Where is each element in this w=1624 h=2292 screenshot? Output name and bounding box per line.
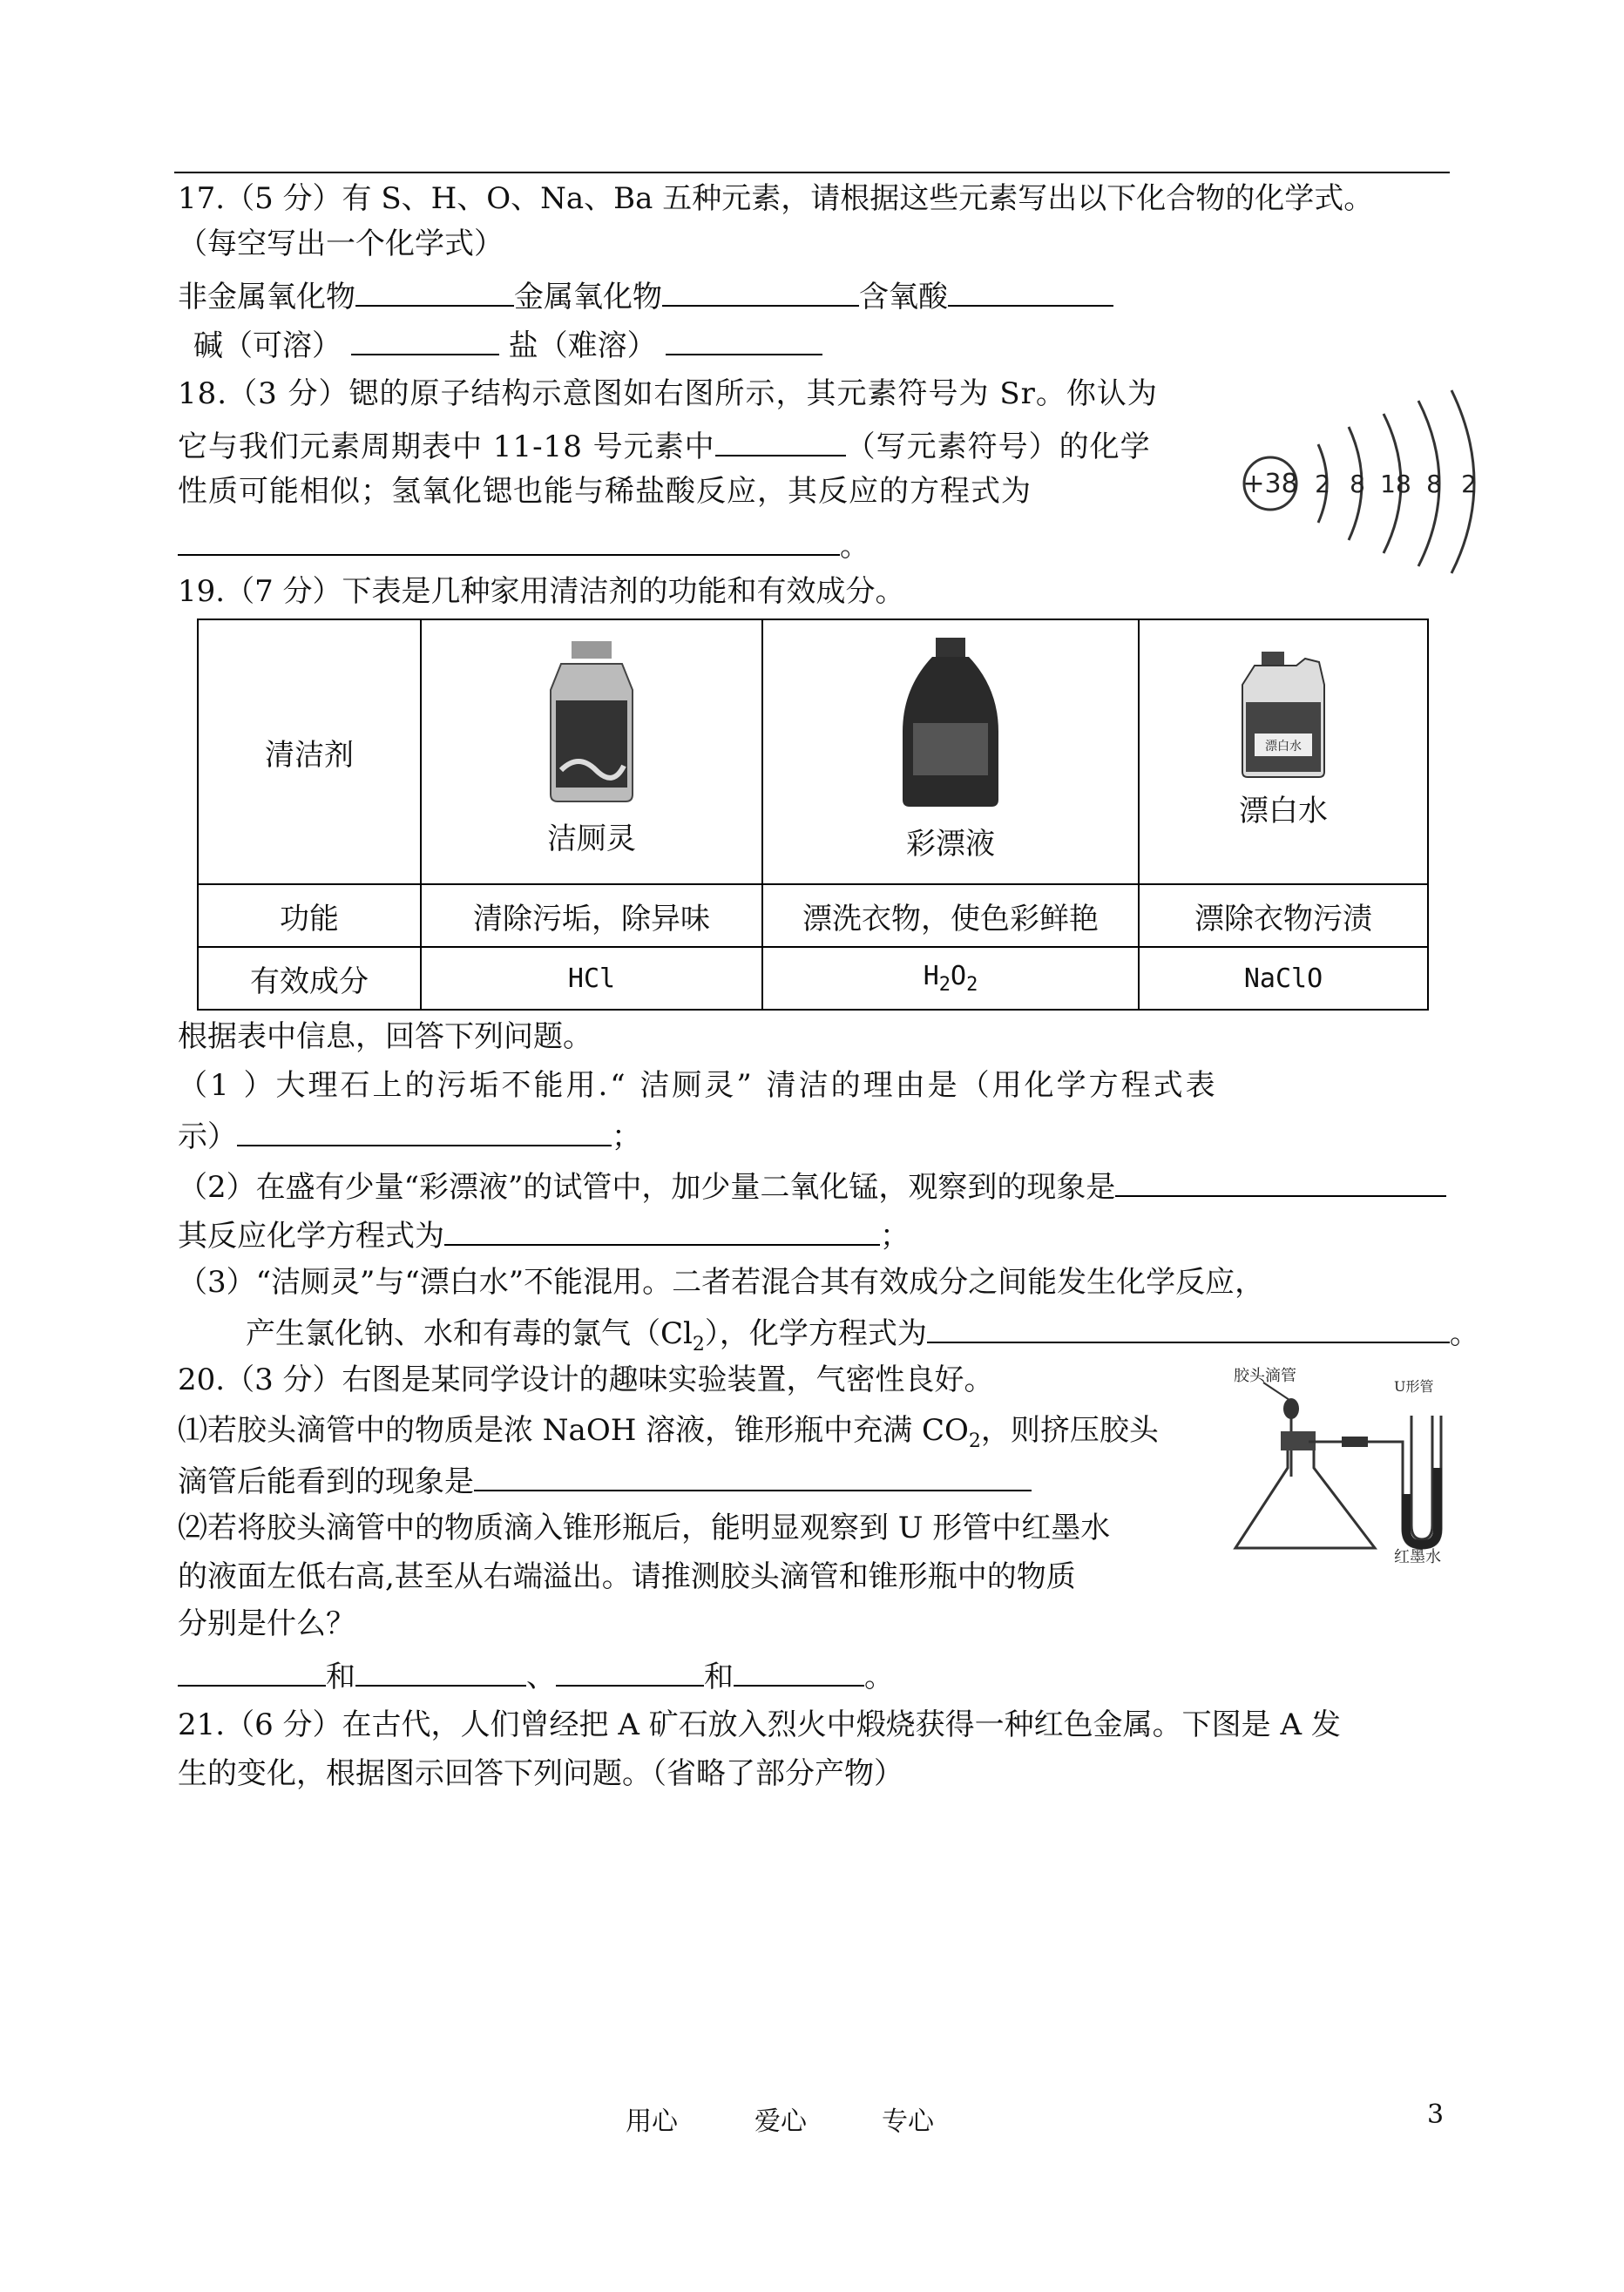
component-1: HCl xyxy=(421,947,762,1010)
label-nonmetal-oxide: 非金属氧化物 xyxy=(178,280,355,314)
q19-p2-line1 xyxy=(178,1164,1446,1208)
shell-1-count: 2 xyxy=(1315,470,1330,498)
q20-line2 xyxy=(178,1410,1159,1463)
semicolon-2: ； xyxy=(880,1219,910,1254)
label-metal-oxide: 金属氧化物 xyxy=(514,280,662,314)
dropper-label: 胶头滴管 xyxy=(1234,1367,1296,1385)
row-label-cleaner: 清洁剂 xyxy=(198,619,421,884)
q20-line5: 的液面左低右高,甚至从右端溢出。请推测胶头滴管和锥形瓶中的物质 xyxy=(178,1559,1076,1594)
blank-flask-2[interactable] xyxy=(734,1653,864,1687)
q20-line2b: ，则挤压胶头 xyxy=(980,1413,1159,1448)
product-cell-1 xyxy=(421,619,762,884)
strontium-atom-diagram xyxy=(1235,383,1497,575)
q20-line3 xyxy=(178,1458,1032,1503)
q18-line3: 性质可能相似；氢氧化锶也能与稀盐酸反应，其反应的方程式为 xyxy=(178,474,1032,509)
q19-after: 根据表中信息，回答下列问题。 xyxy=(178,1019,592,1054)
q17-line4 xyxy=(193,322,822,367)
q19-intro: 19.（7 分）下表是几种家用清洁剂的功能和有效成分。 xyxy=(178,574,905,609)
q20-line3-text: 滴管后能看到的现象是 xyxy=(178,1464,474,1499)
label-base: 碱（可溶） xyxy=(193,328,342,363)
ink-label: 红墨水 xyxy=(1394,1548,1441,1566)
product-cell-3 xyxy=(1139,619,1428,884)
nucleus-label: +38 xyxy=(1242,469,1298,499)
component-3: NaClO xyxy=(1139,947,1428,1010)
q19-p2-line2 xyxy=(178,1213,910,1257)
experiment-apparatus-diagram xyxy=(1228,1363,1481,1572)
blank-element-symbol[interactable] xyxy=(715,423,846,456)
q18-line2b: （写元素符号）的化学 xyxy=(845,429,1151,464)
label-oxyacid: 含氧酸 xyxy=(859,280,948,314)
product-name-3: 漂白水 xyxy=(1239,794,1328,828)
toilet-cleaner-bottle-image xyxy=(544,639,639,805)
q19-p1-line1: （1 ）大理石上的污垢不能用.“ 洁厕灵” 清洁的理由是（用化学方程式表 xyxy=(178,1068,1218,1103)
semicolon-1: ； xyxy=(612,1119,641,1154)
header-rule xyxy=(174,172,1450,173)
q19-p3-line2a: 产生氯化钠、水和有毒的氯气（Cl xyxy=(246,1316,693,1351)
blank-sr-equation[interactable] xyxy=(178,523,840,556)
product-name-1: 洁厕灵 xyxy=(547,821,636,856)
utube-label: U形管 xyxy=(1394,1378,1434,1395)
function-3: 漂除衣物污渍 xyxy=(1139,884,1428,947)
shell-5-count: 2 xyxy=(1461,470,1477,498)
q18-period: 。 xyxy=(840,529,870,564)
q18-line1: 18.（3 分）锶的原子结构示意图如右图所示，其元素符号为 Sr。你认为 xyxy=(178,376,1158,411)
q18-line2a: 它与我们元素周期表中 11-18 号元素中 xyxy=(178,429,715,464)
bleach-water-bottle-image xyxy=(1235,650,1331,781)
q20-line6: 分别是什么？ xyxy=(178,1606,355,1641)
blank-h2o2-equation[interactable] xyxy=(444,1213,880,1246)
q19-p3-line2b: ），化学方程式为 xyxy=(704,1316,927,1351)
cl2-subscript: 2 xyxy=(692,1333,705,1356)
blank-metal-oxide[interactable] xyxy=(662,274,859,307)
and-1: 和 xyxy=(326,1660,355,1694)
period-2: 。 xyxy=(864,1660,894,1694)
q21-line2: 生的变化，根据图示回答下列问题。（省略了部分产物） xyxy=(178,1756,903,1791)
q20-line1: 20.（3 分）右图是某同学设计的趣味实验装置，气密性良好。 xyxy=(178,1362,994,1397)
cleaner-table xyxy=(197,619,1429,1011)
blank-dropper-2[interactable] xyxy=(556,1653,704,1687)
shell-2-count: 8 xyxy=(1350,470,1365,498)
q21-line1: 21.（6 分）在古代，人们曾经把 A 矿石放入烈火中煅烧获得一种红色金属。下图是 A 发 xyxy=(178,1707,1341,1742)
product-name-2: 彩漂液 xyxy=(906,827,995,862)
blank-phenomenon-2[interactable] xyxy=(474,1458,1032,1491)
q17-line3 xyxy=(178,274,1113,318)
q19-p3-line1: （3）“洁厕灵”与“漂白水”不能混用。二者若混合其有效成分之间能发生化学反应， xyxy=(178,1265,1265,1300)
product-cell-2 xyxy=(762,619,1139,884)
q20-line2a: ⑴若胶头滴管中的物质是浓 NaOH 溶液，锥形瓶中充满 CO xyxy=(178,1413,969,1448)
blank-oxyacid[interactable] xyxy=(948,274,1113,307)
footer-item-1: 用心 xyxy=(626,2106,678,2137)
q20-answer-line xyxy=(178,1653,894,1698)
q17-line1: 17.（5 分）有 S、H、O、Na、Ba 五种元素，请根据这些元素写出以下化合物的化学式。 xyxy=(178,181,1374,216)
row-label-function: 功能 xyxy=(198,884,421,947)
blank-nonmetal-oxide[interactable] xyxy=(355,274,514,307)
footer-item-3: 专心 xyxy=(882,2106,934,2137)
separator: 、 xyxy=(526,1660,556,1694)
q19-p2-line2-text: 其反应化学方程式为 xyxy=(178,1219,444,1254)
q19-p3-line2 xyxy=(246,1310,1479,1366)
page-number: 3 xyxy=(1427,2099,1445,2130)
label-salt: 盐（难溶） xyxy=(508,328,657,363)
q17-line2: （每空写出一个化学式） xyxy=(178,226,504,261)
blank-phenomenon[interactable] xyxy=(1115,1164,1446,1197)
blank-base[interactable] xyxy=(351,322,499,355)
period-1: 。 xyxy=(1449,1316,1479,1351)
q20-line4: ⑵若将胶头滴管中的物质滴入锥形瓶后，能明显观察到 U 形管中红墨水 xyxy=(178,1511,1111,1545)
blank-dropper-1[interactable] xyxy=(178,1653,326,1687)
color-bleach-bottle-image xyxy=(894,636,1007,810)
q18-line2 xyxy=(178,423,1151,468)
shell-3-count: 18 xyxy=(1380,470,1411,498)
q18-line4 xyxy=(178,523,870,567)
blank-chlorine-equation[interactable] xyxy=(927,1310,1450,1343)
function-1: 清除污垢，除异味 xyxy=(421,884,762,947)
shell-4-count: 8 xyxy=(1426,470,1442,498)
co2-subscript: 2 xyxy=(968,1430,981,1452)
bottle-label-text: 漂白水 xyxy=(1265,740,1302,754)
function-2: 漂洗衣物，使色彩鲜艳 xyxy=(762,884,1139,947)
blank-flask-1[interactable] xyxy=(355,1653,526,1687)
q19-p1-line2a: 示） xyxy=(178,1119,237,1154)
q19-p1-line2 xyxy=(178,1113,641,1158)
blank-salt[interactable] xyxy=(666,322,822,355)
row-label-component: 有效成分 xyxy=(198,947,421,1010)
footer-item-2: 爱心 xyxy=(754,2106,807,2137)
component-2: $H_2O_2$ xyxy=(762,947,1139,1010)
blank-marble-equation[interactable] xyxy=(237,1113,612,1146)
q19-p2-line1-text: （2）在盛有少量“彩漂液”的试管中，加少量二氧化锰，观察到的现象是 xyxy=(178,1170,1116,1205)
and-2: 和 xyxy=(704,1660,734,1694)
